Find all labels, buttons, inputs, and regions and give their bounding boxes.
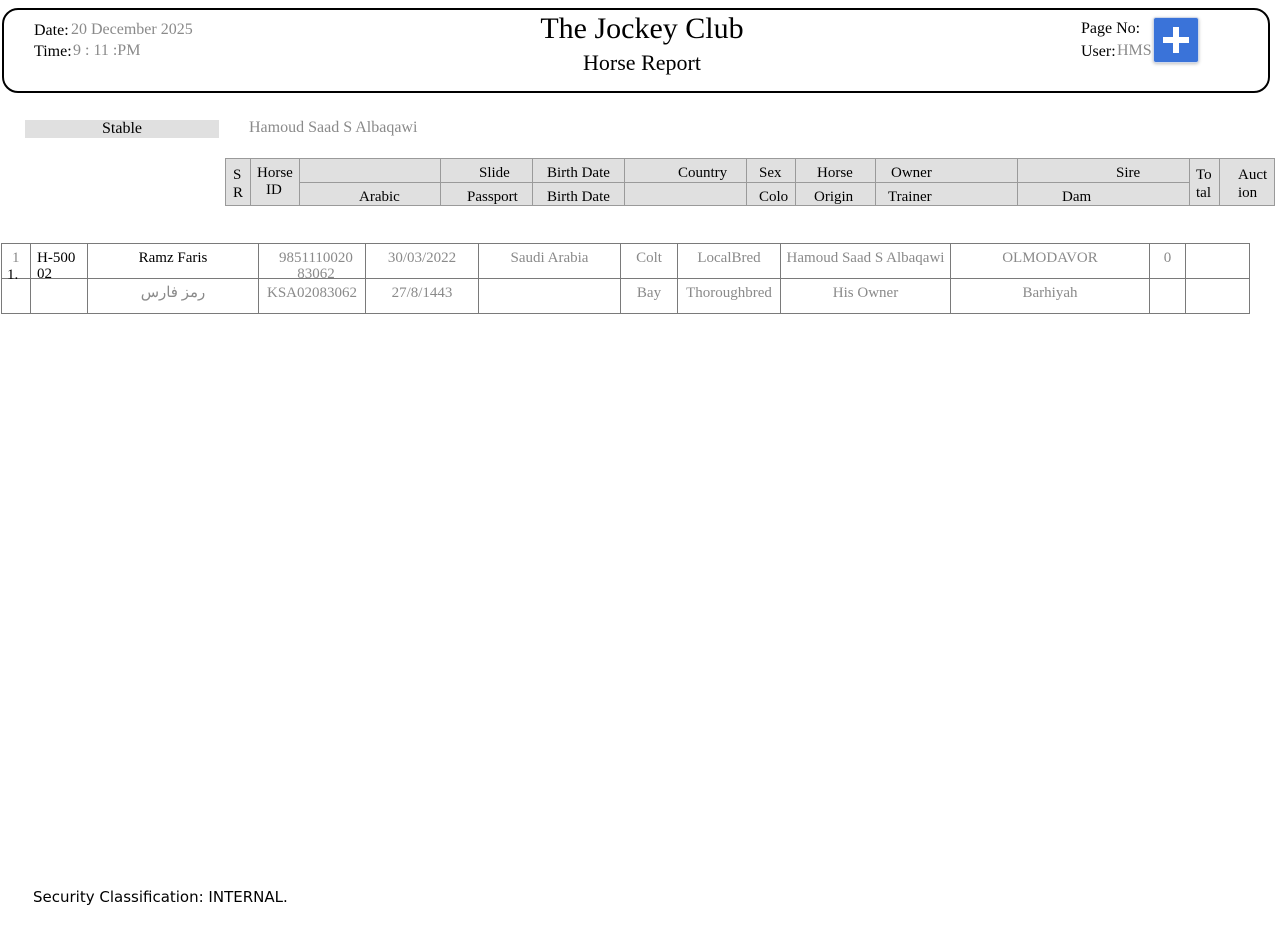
col-sr-top: S [233,167,242,183]
user-value: HMS [1117,42,1152,59]
stable-label: Stable [25,120,219,138]
row-total: 0 [1163,250,1172,266]
row-dam: Barhiyah [1022,285,1078,301]
date-value: 20 December 2025 [71,21,193,38]
row-sr-top: 1 [12,250,20,266]
row-passport: KSA02083062 [266,285,357,301]
row-horse-name: Ramz Faris [138,250,208,266]
page-no-label: Page No: [1081,20,1141,37]
col-sex: Sex [759,165,782,181]
row-birth-date: 30/03/2022 [387,250,457,266]
report-title: The Jockey Club [540,12,744,45]
time-value: 9 : 11 :PM [73,42,141,59]
col-horse: Horse [817,165,853,181]
add-button[interactable] [1153,17,1199,63]
row-sr-bottom: 1. [7,267,19,283]
col-horse-id-top: Horse [257,165,293,181]
row-color: Bay [636,285,662,301]
row-horse-type: LocalBred [697,250,761,266]
date-label: Date: [34,22,69,39]
row-country: Saudi Arabia [510,250,589,266]
col-sr-bottom: R [233,185,244,201]
col-trainer: Trainer [888,189,932,205]
col-dam: Dam [1062,189,1092,205]
row-slide-bottom: 83062 [297,266,335,278]
col-auction-bottom: ion [1238,185,1258,201]
security-classification: Security Classification: INTERNAL. [33,888,288,906]
report-subtitle: Horse Report [583,50,701,75]
row-slide-top: 9851110020 [279,250,353,266]
row-origin: Thoroughbred [686,285,772,301]
row-arabic-name: رمز فارس [140,285,206,301]
row-birth-date-hijri: 27/8/1443 [391,285,453,301]
col-auction-top: Auct [1238,167,1268,183]
col-slide: Slide [479,165,510,181]
row-sire: OLMODAVOR [1002,250,1098,266]
row-trainer: His Owner [832,285,899,301]
col-owner: Owner [891,165,932,181]
time-label: Time: [34,43,72,60]
col-total-top: To [1196,167,1212,183]
row-horse-id-bottom: 02 [37,266,52,278]
row-owner: Hamoud Saad S Albaqawi [786,250,945,266]
stable-value: Hamoud Saad S Albaqawi [249,119,418,136]
col-arabic: Arabic [359,189,400,205]
row-horse-id-top: H-500 [37,250,76,266]
col-sire: Sire [1116,165,1141,181]
col-origin: Origin [814,189,854,205]
col-country: Country [678,165,728,181]
col-birth-date-hijri: Birth Date [547,189,610,205]
user-label: User: [1081,43,1116,60]
col-color: Colo [759,189,789,205]
col-passport: Passport [467,189,518,205]
col-horse-id-bottom: ID [266,182,282,198]
col-total-bottom: tal [1196,185,1211,201]
row-sex: Colt [636,250,662,266]
col-birth-date: Birth Date [547,165,610,181]
